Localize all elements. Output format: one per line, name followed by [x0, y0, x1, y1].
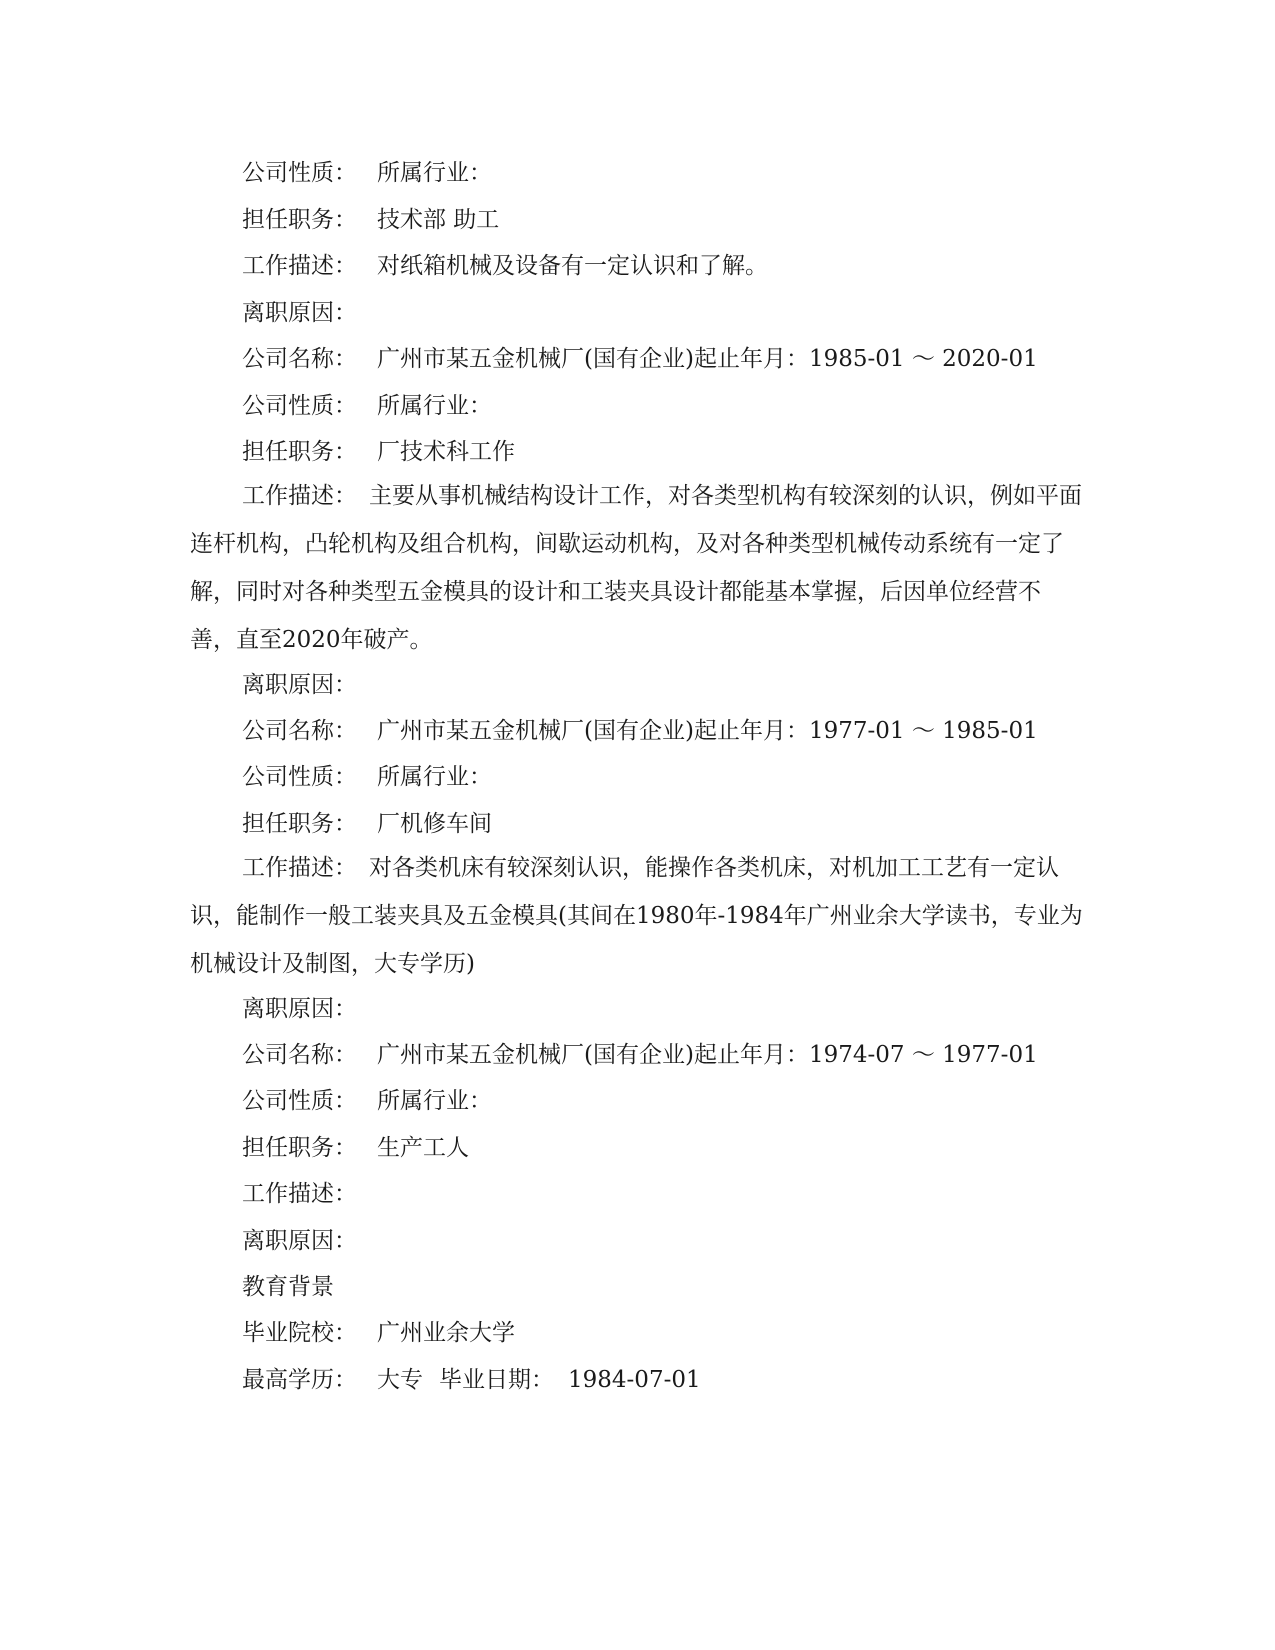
field-label: 公司名称： — [242, 1042, 357, 1068]
section-heading: 教育背景 — [242, 1274, 334, 1300]
description-row — [242, 251, 1082, 281]
field-label: 公司性质： — [242, 393, 357, 419]
field-label: 公司名称： — [242, 718, 357, 744]
field-label: 担任职务： — [242, 1135, 357, 1161]
description-row — [242, 1179, 1082, 1209]
company-name-row — [242, 1040, 1082, 1070]
field-label: 公司性质： — [242, 160, 357, 186]
field-value: 1984-07-01 — [568, 1367, 701, 1393]
field-value: 所属行业： — [377, 160, 492, 186]
school-row — [242, 1318, 1082, 1348]
field-label: 公司性质： — [242, 764, 357, 790]
field-label: 工作描述： — [242, 855, 357, 881]
field-label: 工作描述： — [242, 1181, 357, 1207]
field-label: 离职原因： — [242, 1228, 357, 1254]
field-label: 毕业院校： — [242, 1320, 357, 1346]
leave-reason-row — [242, 670, 1082, 700]
company-nature-row — [242, 1086, 1082, 1116]
field-value: 对纸箱机械及设备有一定认识和了解。 — [377, 253, 768, 279]
field-value: 广州业余大学 — [377, 1320, 515, 1346]
field-value: 广州市某五金机械厂(国有企业)起止年月：1974-07 ～ 1977-01 — [377, 1042, 1038, 1068]
field-label: 担任职务： — [242, 207, 357, 233]
leave-reason-row — [242, 1226, 1082, 1256]
field-label: 公司性质： — [242, 1088, 357, 1114]
description-paragraph — [190, 844, 1085, 988]
field-value: 广州市某五金机械厂(国有企业)起止年月：1985-01 ～ 2020-01 — [377, 346, 1038, 372]
field-value: 广州市某五金机械厂(国有企业)起止年月：1977-01 ～ 1985-01 — [377, 718, 1038, 744]
field-value: 厂机修车间 — [377, 811, 492, 837]
field-label: 工作描述： — [242, 253, 357, 279]
field-label: 离职原因： — [242, 672, 357, 698]
field-value: 生产工人 — [377, 1135, 469, 1161]
field-value: 技术部 助工 — [377, 207, 500, 233]
field-value: 厂技术科工作 — [377, 439, 515, 465]
field-value: 对各类机床有较深刻认识，能操作各类机床，对机加工工艺有一定认识，能制作一般工装夹具及五金模具(其间在1980年-1984年广州业余大学读书，专业为机械设计及制图，大专学历) — [190, 855, 1083, 977]
field-label: 担任职务： — [242, 811, 357, 837]
company-name-row — [242, 344, 1082, 374]
field-label: 离职原因： — [242, 300, 357, 326]
field-value: 所属行业： — [377, 764, 492, 790]
company-nature-row — [242, 762, 1082, 792]
position-row — [242, 437, 1082, 467]
field-label: 担任职务： — [242, 439, 357, 465]
position-row — [242, 205, 1082, 235]
company-nature-row — [242, 391, 1082, 421]
field-label: 公司名称： — [242, 346, 357, 372]
field-label: 最高学历： — [242, 1367, 357, 1393]
field-label: 毕业日期： — [439, 1367, 554, 1393]
education-heading — [242, 1272, 1082, 1302]
field-value: 所属行业： — [377, 1088, 492, 1114]
description-paragraph — [190, 472, 1085, 664]
position-row — [242, 809, 1082, 839]
position-row — [242, 1133, 1082, 1163]
leave-reason-row — [242, 994, 1082, 1024]
field-label: 离职原因： — [242, 996, 357, 1022]
company-name-row — [242, 716, 1082, 746]
field-label: 工作描述： — [242, 483, 357, 509]
degree-row — [242, 1365, 1082, 1395]
field-value: 大专 — [377, 1367, 423, 1393]
field-value: 所属行业： — [377, 393, 492, 419]
company-nature-row — [242, 158, 1082, 188]
leave-reason-row — [242, 298, 1082, 328]
field-value: 主要从事机械结构设计工作，对各类型机构有较深刻的认识，例如平面连杆机构，凸轮机构及组合机构，间歇运动机构，及对各种类型机械传动系统有一定了解，同时对各种类型五金模具的设计和工装夹具设计都能基本掌握，后因单位经营不善，直至2020年破产。 — [190, 483, 1082, 653]
